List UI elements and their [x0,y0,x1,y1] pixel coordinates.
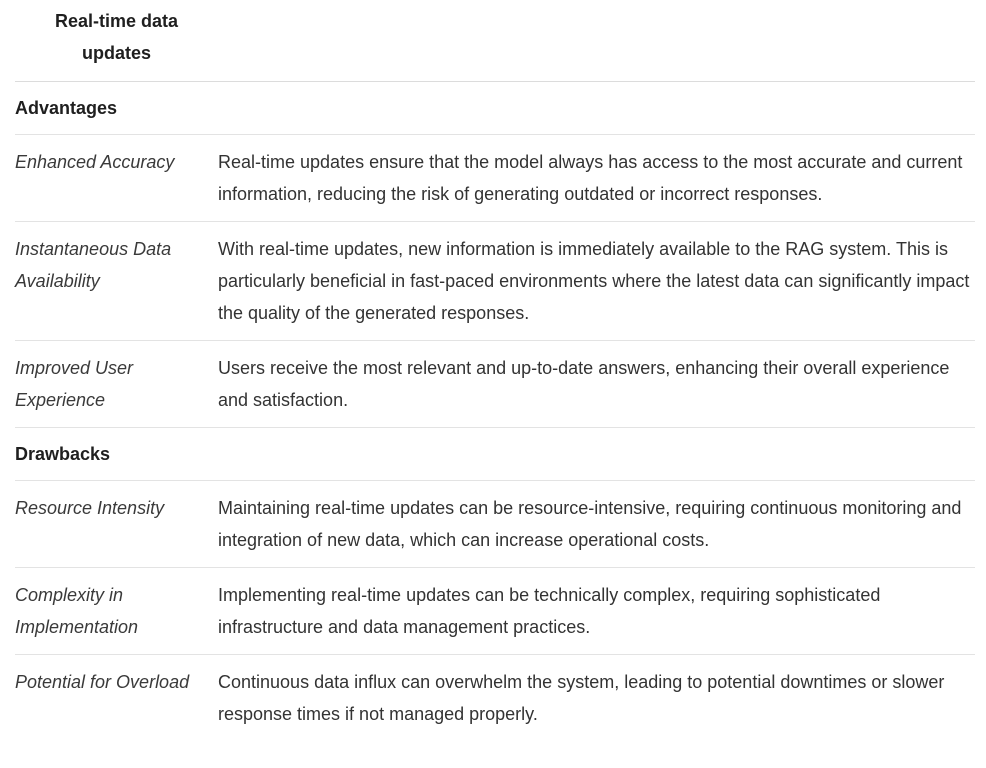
header-row [15,0,975,82]
table-title [15,0,218,82]
row-description: Real-time updates ensure that the model always has access to the most accurate and current information, reducing the risk of generating outdated or incorrect responses. [218,135,975,222]
row-label: Resource Intensity [15,481,218,568]
row-label: Enhanced Accuracy [15,135,218,222]
section-heading-advantages: Advantages [15,82,975,135]
row-description: Maintaining real-time updates can be resource-intensive, requiring continuous monitoring and integration of new data, which can increase operational costs. [218,481,975,568]
row-description: Users receive the most relevant and up-to-date answers, enhancing their overall experience and satisfaction. [218,341,975,428]
row-description: Continuous data influx can overwhelm the system, leading to potential downtimes or slower response times if not managed properly. [218,672,945,724]
table-row [15,481,975,568]
table-header [15,0,975,82]
table-title-line1: Real-time data [54,11,179,31]
realtime-updates-table [15,0,975,741]
row-label: Potential for Overload [15,672,190,692]
row-description: Implementing real-time updates can be technically complex, requiring sophisticated infrastructure and data management practices. [218,568,975,655]
section-row-advantages [15,82,975,135]
table-row [15,135,975,222]
table-title-line2: updates [81,43,151,63]
section-row-drawbacks [15,428,975,481]
table-row [15,568,975,655]
table-row [15,222,975,341]
empty-header-cell [218,0,975,82]
table-row [15,655,975,742]
table-row [15,341,975,428]
section-heading-drawbacks: Drawbacks [15,428,975,481]
table-body [15,82,975,742]
row-label: Complexity in Implementation [15,568,218,655]
row-label: Instantaneous Data Availability [15,222,218,341]
row-description: With real-time updates, new information is immediately available to the RAG system. This is particularly beneficial in fast-paced environments where the latest data can significantly impact the quality of the generated responses. [218,222,975,341]
row-label: Improved User Experience [15,341,218,428]
